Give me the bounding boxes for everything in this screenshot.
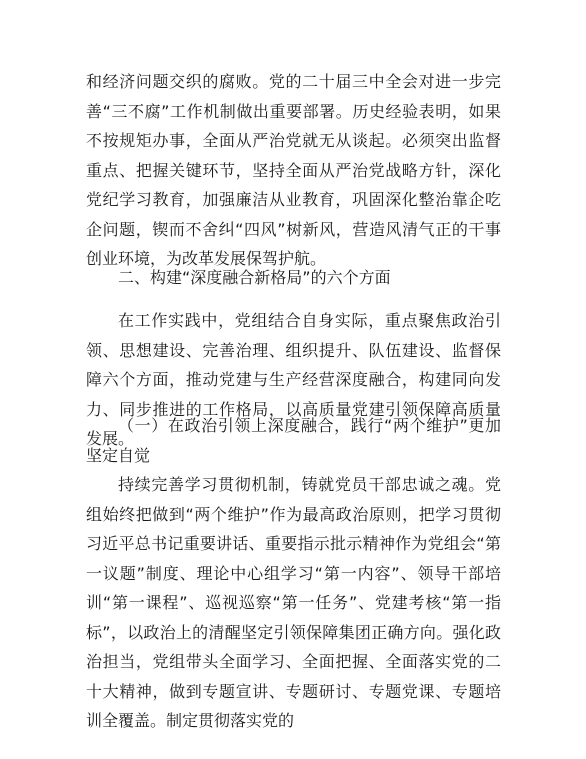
body-paragraph-continuation: 和经济问题交织的腐败。党的二十届三中全会对进一步完善“三不腐”工作机制做出重要部署。历史经验表明，如果不按规矩办事，全面从严治党就无从谈起。必须突出监督重点、把握关键环节，坚持全面从严治党战略方针，深化党纪学习教育，加强廉洁从业教育，巩固深化整治靠企吃企问题，锲而不舍纠“四风”树新风，营造风清气正的干事创业环境，为改革发展保驾护航。 [86,72,501,268]
body-paragraph-political-guidance: 持续完善学习贯彻机制，铸就党员干部忠诚之魂。党组始终把做到“两个维护”作为最高政治原则，把学习贯彻习近平总书记重要讲话、重要指示批示精神作为党组会“第一议题”制度、理论中心组学习“第一内容”、领导干部培训“第一课程”、巡视巡察“第一任务”、党建考核“第一指标”，以政治上的清醒坚定引领保障集团正确方向。强化政治担当，党组带头全面学习、全面把握、全面落实党的二十大精神，做到专题宣讲、专题研讨、专题党课、专题培训全覆盖。制定贯彻落实党的 [86,475,501,730]
body-paragraph-overview: 在工作实践中，党组结合自身实际，重点聚焦政治引领、思想建设、完善治理、组织提升、队伍建设、监督保障六个方面，推动党建与生产经营深度融合，构建同向发力、同步推进的工作格局，以高质量党建引领保障高质量发展。 [86,311,501,448]
subsection-heading: （一）在政治引领上深度融合，践行“两个维护”更加坚定自觉 [86,416,501,465]
section-heading: 二、构建“深度融合新格局”的六个方面 [118,268,391,287]
